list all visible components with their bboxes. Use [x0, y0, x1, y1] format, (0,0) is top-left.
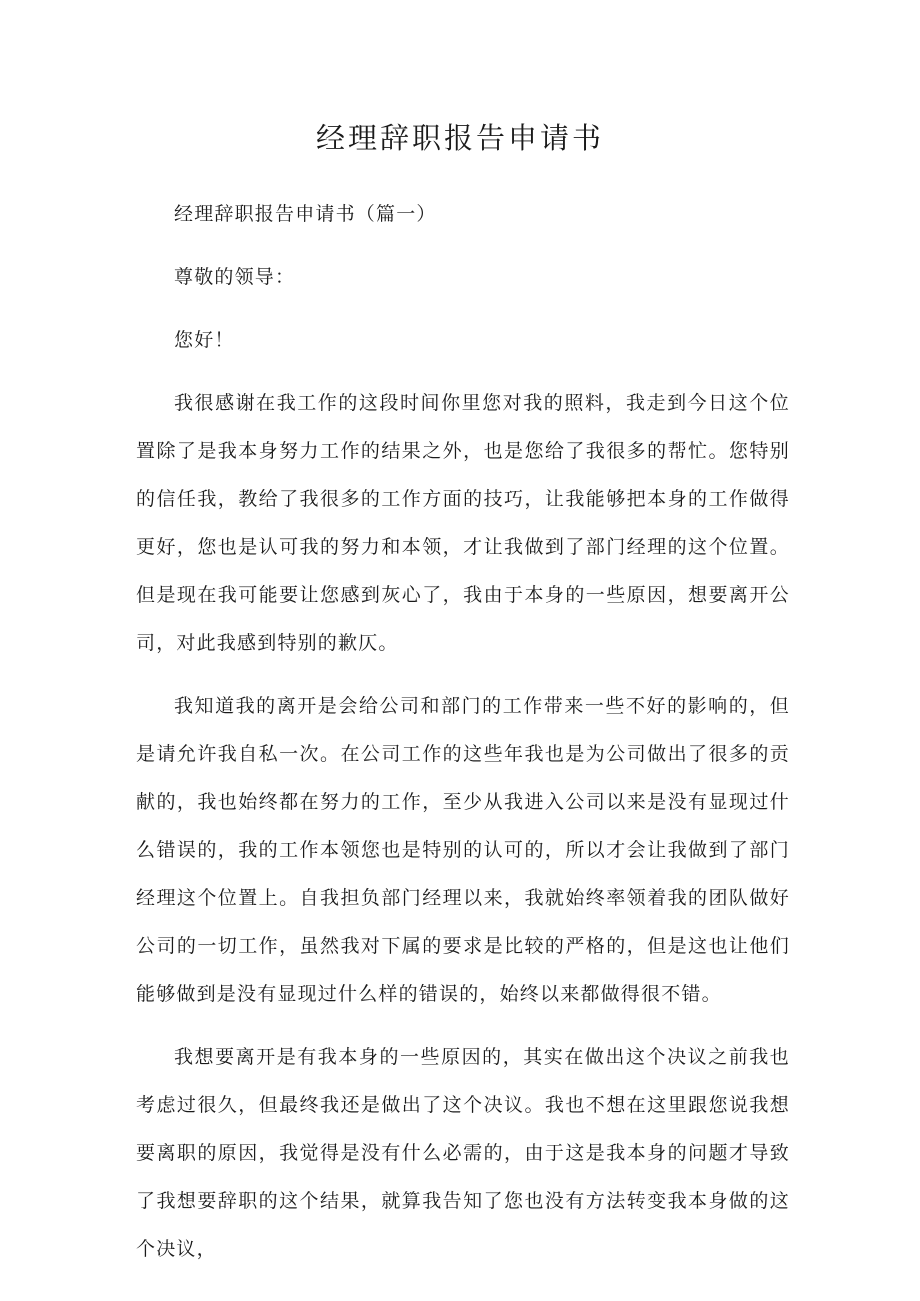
section-subtitle: 经理辞职报告申请书（篇一） [174, 203, 437, 225]
greeting: 您好！ [174, 329, 235, 351]
document-body [136, 190, 790, 1273]
document-title: 经理辞职报告申请书 [315, 121, 604, 155]
body-paragraph-2: 我知道我的离开是会给公司和部门的工作带来一些不好的影响的，但是请允许我自私一次。在公司工作的这些年我也是为公司做出了很多的贡献的，我也始终都在努力的工作，至少从我进入公司以来是没有显现过什么错误的，我的工作本领您也是特别的认可的，所以才会让我做到了部门经理这个位置上。自我担负部门经理以来，我就始终率领着我的团队做好公司的一切工作，虽然我对下属的要求是比较的严格的，但是这也让他们能够做到是没有显现过什么样的错误的，始终以来都做得很不错。 [136, 695, 790, 1005]
body-paragraph-1: 我很感谢在我工作的这段时间你里您对我的照料，我走到今日这个位置除了是我本身努力工作的结果之外，也是您给了我很多的帮忙。您特别的信任我，教给了我很多的工作方面的技巧，让我能够把本身的工作做得更好，您也是认可我的努力和本领，才让我做到了部门经理的这个位置。但是现在我可能要让您感到灰心了，我由于本身的一些原因，想要离开公司，对此我感到特别的歉仄。 [136, 392, 790, 654]
salutation: 尊敬的领导： [174, 266, 296, 288]
body-paragraph-3: 我想要离开是有我本身的一些原因的，其实在做出这个决议之前我也考虑过很久，但最终我还是做出了这个决议。我也不想在这里跟您说我想要离职的原因，我觉得是没有什么必需的，由于这是我本身的问题才导致了我想要辞职的这个结果，就算我告知了您也没有方法转变我本身做的这个决议， [136, 1046, 790, 1260]
